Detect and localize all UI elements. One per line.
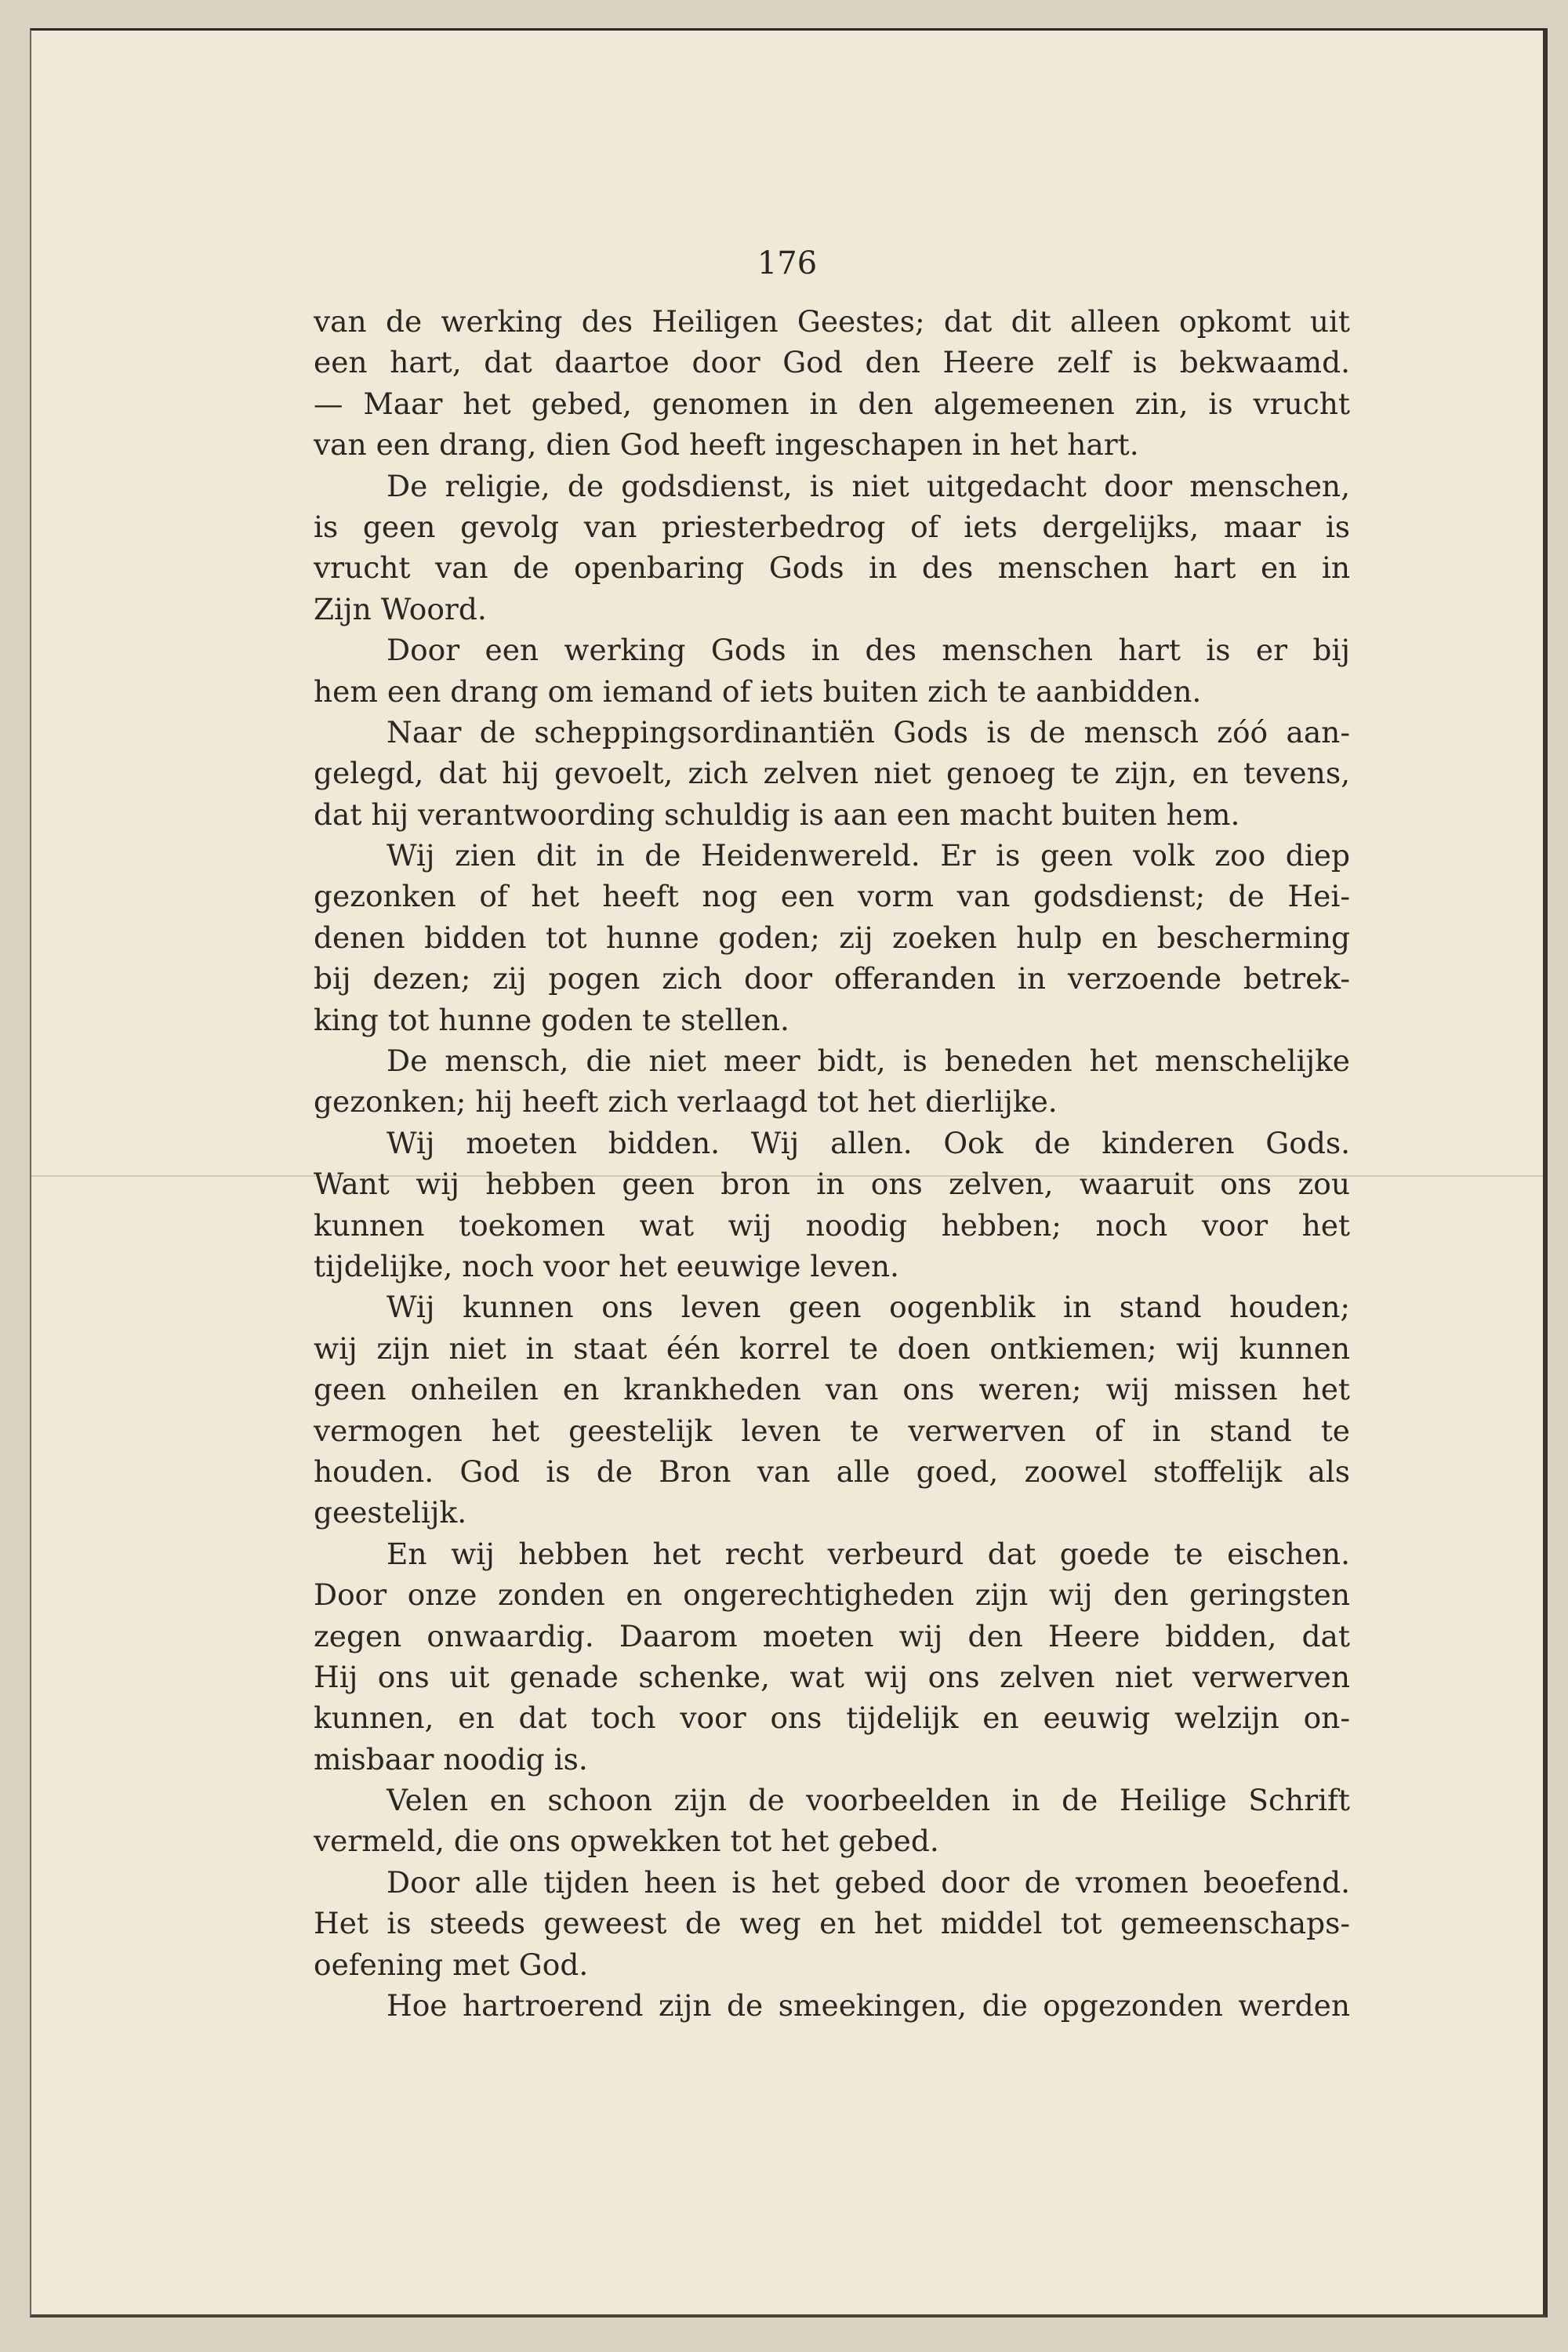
text-line: gelegd, dat hij gevoelt, zich zelven niet genoeg te zijn, en tevens, (314, 756, 1350, 791)
text-line: zegen onwaardig. Daarom moeten wij den Heere bidden, dat (314, 1618, 1350, 1653)
text-line: van de werking des Heiligen Geestes; dat dit alleen opkomt uit (314, 304, 1350, 339)
text-line: vrucht van de openbaring Gods in des menschen hart en in (314, 550, 1350, 586)
text-line: wij zijn niet in staat één korrel te doen ontkiemen; wij kunnen (314, 1330, 1350, 1366)
text-line: vermogen het geestelijk leven te verwerven of in stand te (314, 1413, 1350, 1448)
text-line: geen onheilen en krankheden van ons weren; wij missen het (314, 1372, 1350, 1407)
text-line: kunnen toekomen wat wij noodig hebben; noch voor het (314, 1207, 1350, 1243)
text-line: van een drang, dien God heeft ingeschapen in het hart. (314, 427, 1139, 463)
text-line: dat hij verantwoording schuldig is aan een macht buiten hem. (314, 797, 1240, 832)
text-line: is geen gevolg van priesterbedrog of iets dergelijks, maar is (314, 509, 1350, 544)
text-line: Naar de scheppingsordinantiën Gods is de mensch zóó aan- (387, 714, 1350, 750)
text-line: Wij zien dit in de Heidenwereld. Er is geen volk zoo diep (387, 838, 1350, 873)
text-line: Hoe hartroerend zijn de smeekingen, die opgezonden werden (387, 1988, 1350, 2024)
text-line: De mensch, die niet meer bidt, is beneden het menschelijke (387, 1044, 1350, 1079)
text-line: Wij moeten bidden. Wij allen. Ook de kinderen Gods. (387, 1125, 1350, 1160)
text-line: Wij kunnen ons leven geen oogenblik in stand houden; (387, 1290, 1350, 1325)
page-sheet (30, 28, 1548, 2318)
text-line: De religie, de godsdienst, is niet uitgedacht door menschen, (387, 468, 1350, 503)
text-line: — Maar het gebed, genomen in den algemeenen zin, is vrucht (314, 386, 1350, 421)
page-number: 176 (757, 245, 818, 281)
body-text (314, 301, 1350, 2026)
text-line: bij dezen; zij pogen zich door offeranden in verzoende betrek- (314, 961, 1350, 996)
text-line: Velen en schoon zijn de voorbeelden in de Heilige Schrift (387, 1783, 1350, 1818)
text-line: Door alle tijden heen is het gebed door de vromen beoefend. (387, 1864, 1350, 1900)
text-line: gezonken of het heeft nog een vorm van godsdienst; de Hei- (314, 879, 1350, 914)
text-line: king tot hunne goden te stellen. (314, 1002, 789, 1037)
text-line: Door een werking Gods in des menschen hart is er bij (387, 633, 1350, 668)
text-line: vermeld, die ons opwekken tot het gebed. (314, 1824, 939, 1859)
text-line: een hart, dat daartoe door God den Heere zelf is bekwaamd. (314, 345, 1350, 380)
text-line: tijdelijke, noch voor het eeuwige leven. (314, 1248, 899, 1283)
text-line: misbaar noodig is. (314, 1741, 588, 1777)
text-line: Het is steeds geweest de weg en het middel tot gemeenschaps- (314, 1906, 1350, 1941)
text-line: kunnen, en dat toch voor ons tijdelijk en eeuwig welzijn on- (314, 1700, 1350, 1736)
text-line: Want wij hebben geen bron in ons zelven, waaruit ons zou (314, 1167, 1350, 1202)
text-line: houden. God is de Bron van alle goed, zoowel stoffelijk als (314, 1454, 1350, 1489)
text-line: hem een drang om iemand of iets buiten zich te aanbidden. (314, 673, 1202, 709)
text-line: geestelijk. (314, 1495, 467, 1530)
text-line: denen bidden tot hunne goden; zij zoeken hulp en bescherming (314, 920, 1350, 955)
text-line: Hij ons uit genade schenke, wat wij ons zelven niet verwerven (314, 1659, 1350, 1694)
text-line: gezonken; hij heeft zich verlaagd tot het dierlijke. (314, 1084, 1058, 1120)
text-line: Door onze zonden en ongerechtigheden zijn wij den geringsten (314, 1577, 1350, 1613)
text-line: oefening met God. (314, 1947, 589, 1982)
text-line: Zijn Woord. (314, 591, 487, 626)
text-line: En wij hebben het recht verbeurd dat goede te eischen. (387, 1536, 1350, 1571)
